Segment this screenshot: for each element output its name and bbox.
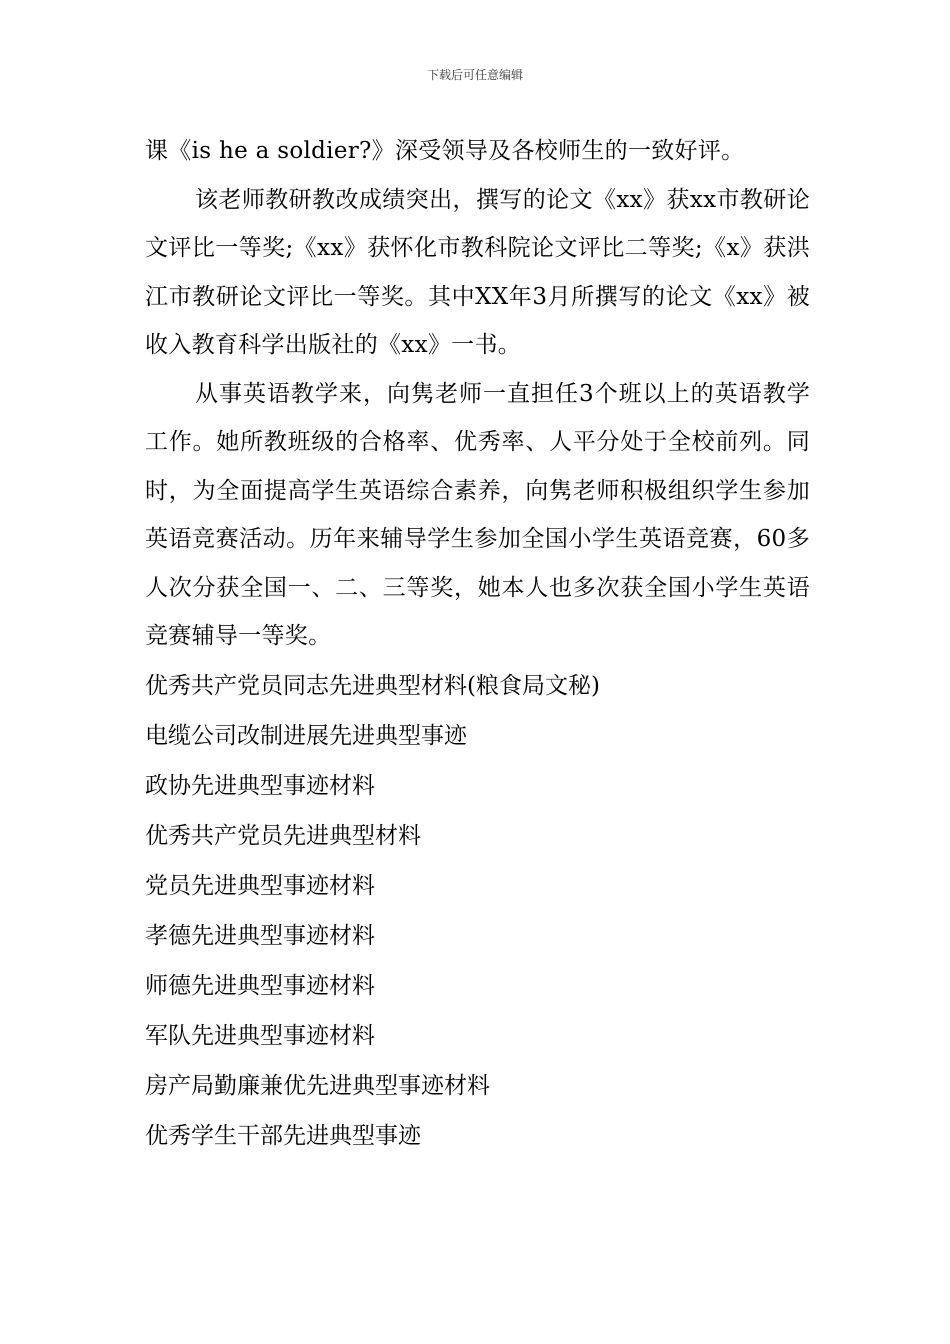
related-title-item[interactable]: 师德先进典型事迹材料	[145, 972, 375, 999]
related-title-item[interactable]: 优秀共产党员先进典型材料	[145, 822, 421, 849]
paragraph-research-achievements: 该老师教研教改成绩突出，撰写的论文《xx》获xx市教研论文评比一等奖;《xx》获怀化市教科院论文评比二等奖;《x》获洪江市教研论文评比一等奖。其中XX年3月所撰写的论文《xx》被收入教育科学出版社的《xx》一书。	[145, 186, 810, 358]
paragraph-lesson-praise: 课《is he a soldier?》深受领导及各校师生的一致好评。	[145, 138, 745, 164]
related-title-item[interactable]: 孝德先进典型事迹材料	[145, 922, 375, 949]
related-title-item[interactable]: 电缆公司改制进展先进典型事迹	[145, 722, 467, 749]
page-header: 下载后可任意编辑	[426, 68, 523, 82]
related-title-item[interactable]: 军队先进典型事迹材料	[145, 1022, 375, 1049]
related-title-item[interactable]: 优秀学生干部先进典型事迹	[145, 1122, 421, 1149]
related-titles-list	[145, 661, 810, 1161]
related-title-item[interactable]: 优秀共产党员同志先进典型材料(粮食局文秘)	[145, 672, 600, 699]
paragraph-teaching-work: 从事英语教学来，向隽老师一直担任3个班以上的英语教学工作。她所教班级的合格率、优秀率、人平分处于全校前列。同时，为全面提高学生英语综合素养，向隽老师积极组织学生参加英语竞赛活动。历年来辅导学生参加全国小学生英语竞赛，60多人次分获全国一、二、三等奖，她本人也多次获全国小学生英语竞赛辅导一等奖。	[145, 380, 810, 649]
related-title-item[interactable]: 房产局勤廉兼优先进典型事迹材料	[145, 1072, 490, 1099]
document-body	[145, 127, 810, 1161]
related-title-item[interactable]: 政协先进典型事迹材料	[145, 772, 375, 799]
related-title-item[interactable]: 党员先进典型事迹材料	[145, 872, 375, 899]
